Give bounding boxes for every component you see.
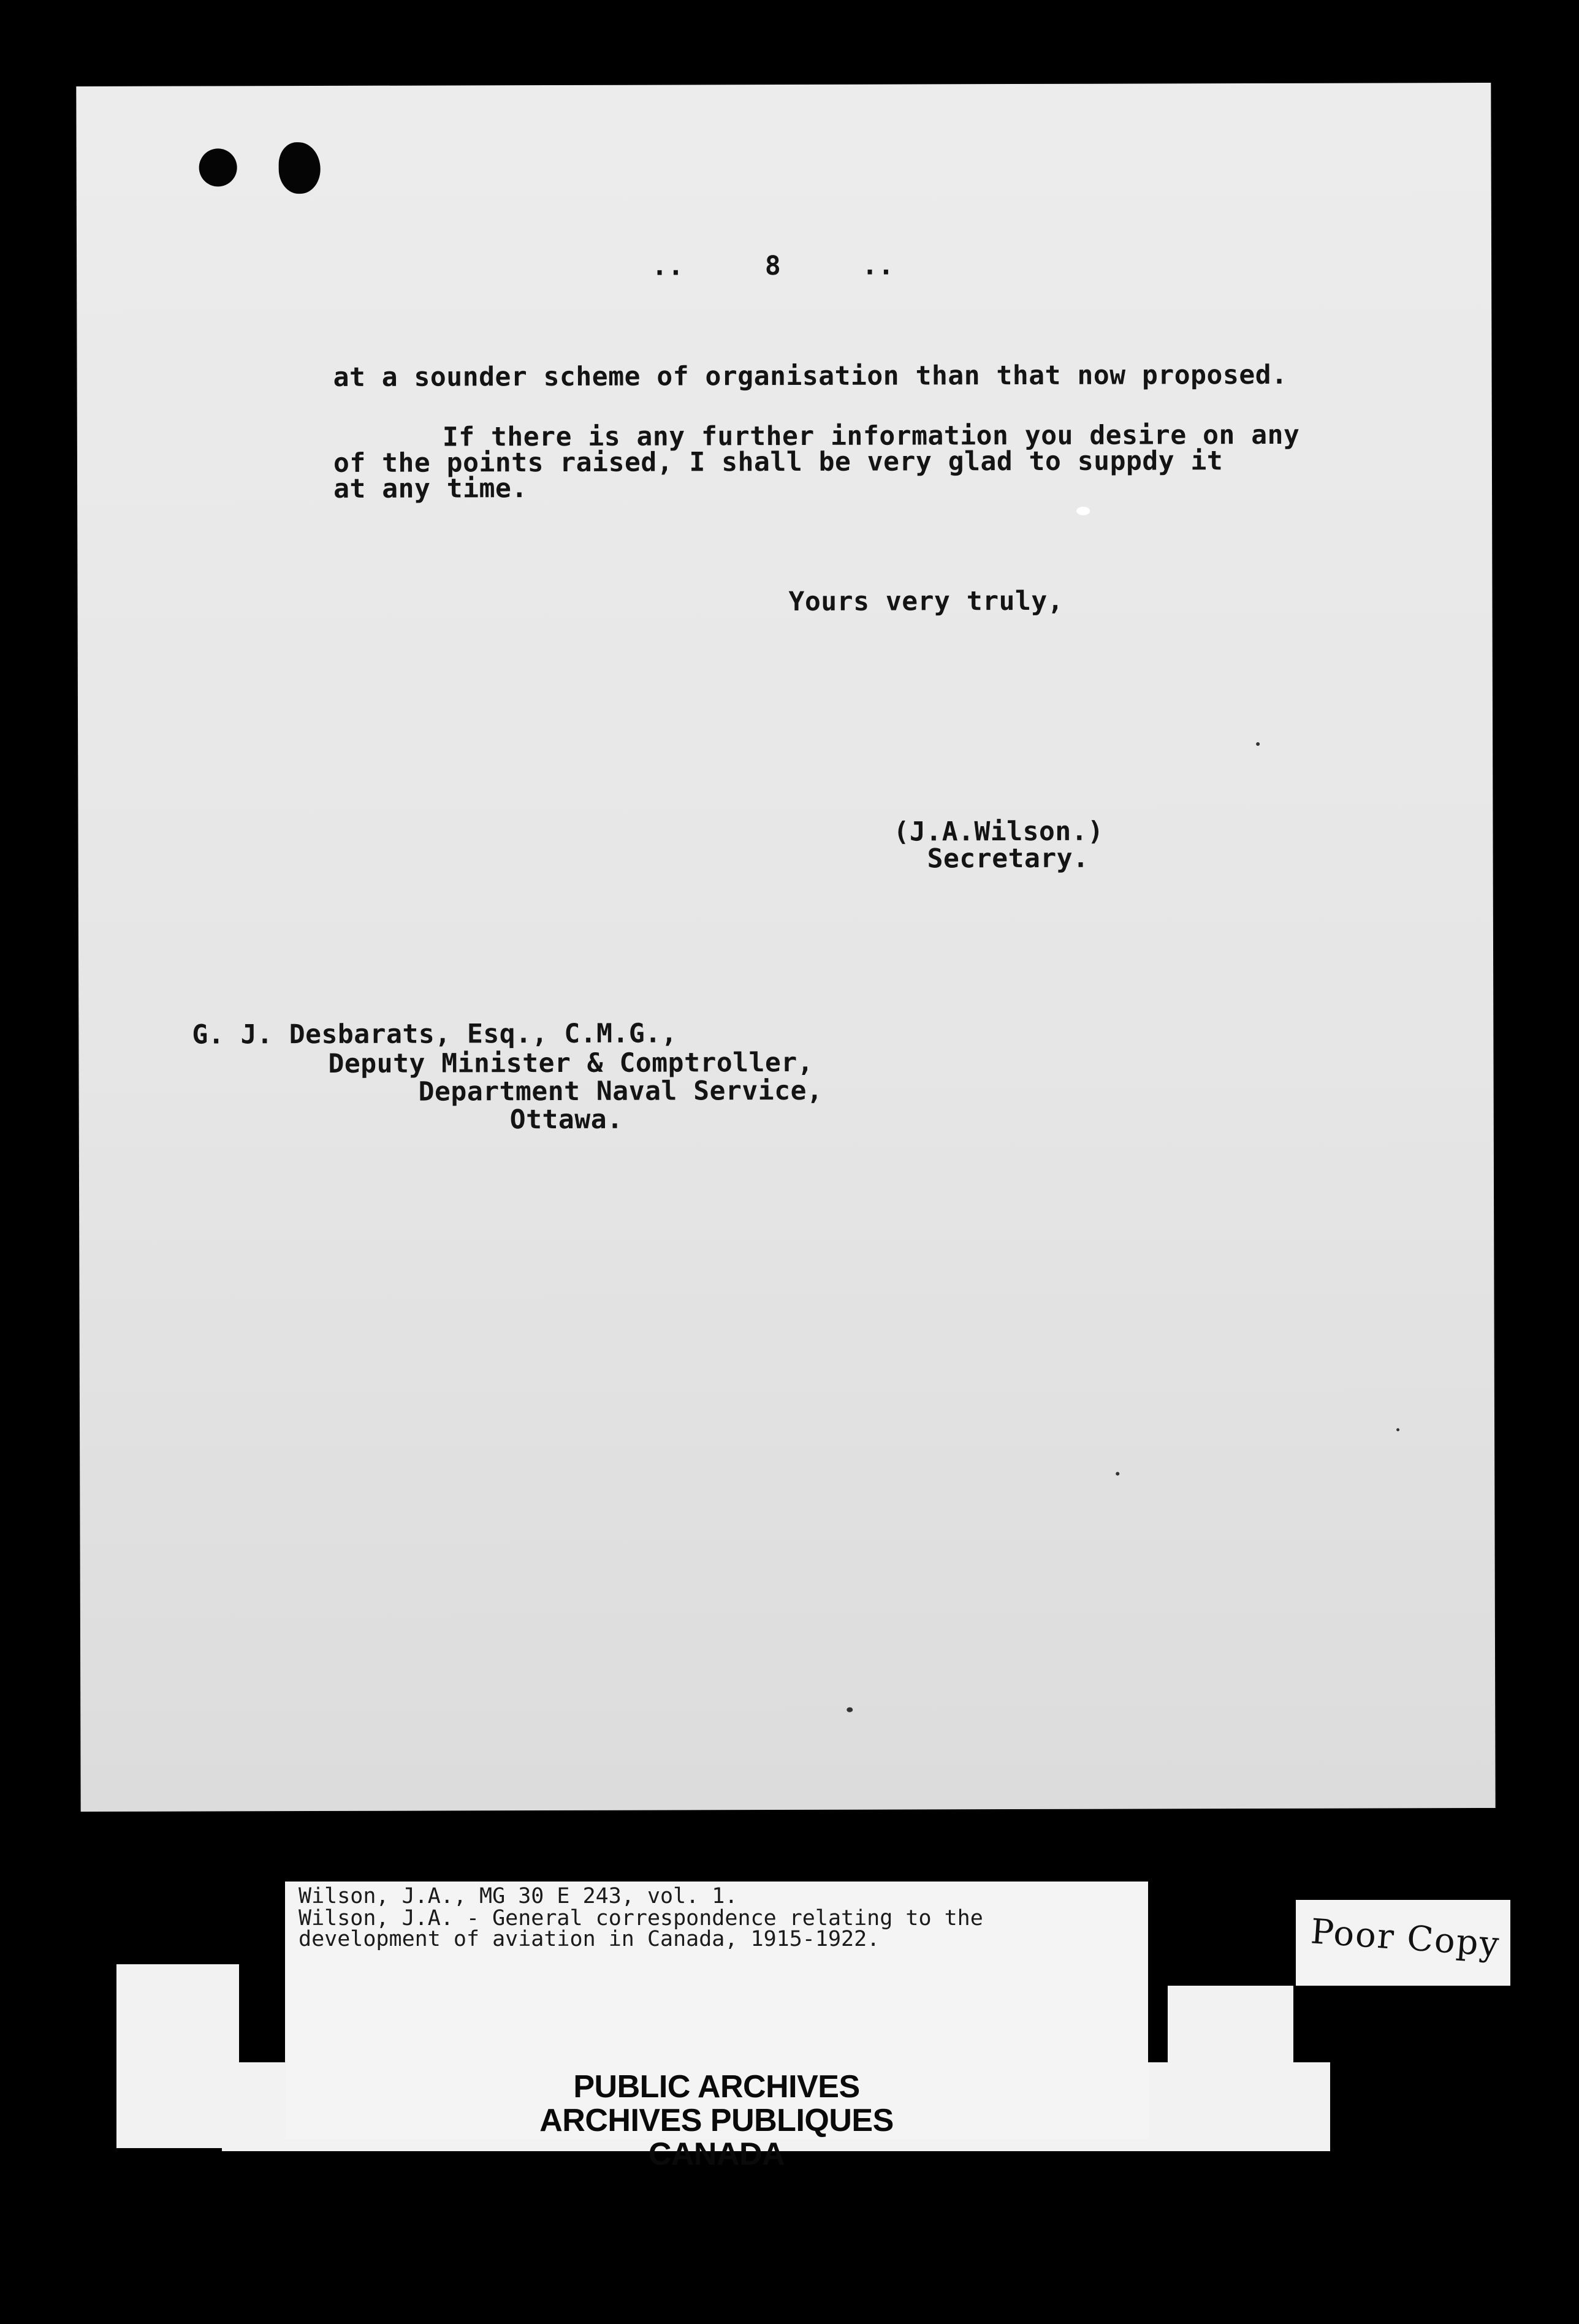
- letter-page: [76, 83, 1495, 1812]
- archive-stamp-line-2: ARCHIVES PUBLIQUES: [539, 2103, 894, 2138]
- archive-stamp-line-1: PUBLIC ARCHIVES: [573, 2069, 860, 2105]
- page-number: .. 8 ..: [652, 250, 894, 282]
- paper-speck: [1396, 1428, 1399, 1431]
- addressee-line-1: G. J. Desbarats, Esq., C.M.G.,: [192, 1018, 678, 1050]
- body-paragraph-2-line-1: If there is any further information you desire on any: [442, 419, 1300, 453]
- body-line-1: at a sounder scheme of organisation than that now proposed.: [333, 359, 1288, 393]
- card-line-2: Wilson, J.A. - General correspondence relating to the: [299, 1906, 983, 1931]
- paper-speck: [1256, 742, 1260, 746]
- card-line-3: development of aviation in Canada, 1915-1922.: [299, 1927, 880, 1951]
- signature-name: (J.A.Wilson.): [893, 816, 1104, 848]
- body-paragraph-2-line-2: of the points raised, I shall be very glad to suppdy it: [333, 446, 1223, 479]
- card-line-1: Wilson, J.A., MG 30 E 243, vol. 1.: [299, 1884, 738, 1908]
- label-strip-left: [116, 1964, 239, 2148]
- addressee-line-4: Ottawa.: [509, 1104, 623, 1136]
- handwritten-note: [1296, 1900, 1510, 1986]
- archive-card: [285, 1882, 1148, 2139]
- signature-title: Secretary.: [927, 843, 1089, 875]
- label-strip-right: [1168, 1986, 1293, 2151]
- archive-stamp-line-3: CANADA: [648, 2136, 785, 2172]
- addressee-line-3: Department Naval Service,: [418, 1075, 823, 1107]
- punch-hole-left: [199, 148, 237, 186]
- handwritten-note-text: Poor Copy: [1309, 1912, 1502, 1965]
- punch-hole-right: [279, 142, 321, 194]
- addressee-line-2: Deputy Minister & Comptroller,: [328, 1047, 814, 1079]
- paper-speck: [1076, 507, 1090, 515]
- closing: Yours very truly,: [788, 585, 1064, 617]
- body-paragraph-2-line-3: at any time.: [333, 473, 528, 504]
- paper-speck: [1116, 1472, 1119, 1476]
- paper-speck: [847, 1707, 853, 1712]
